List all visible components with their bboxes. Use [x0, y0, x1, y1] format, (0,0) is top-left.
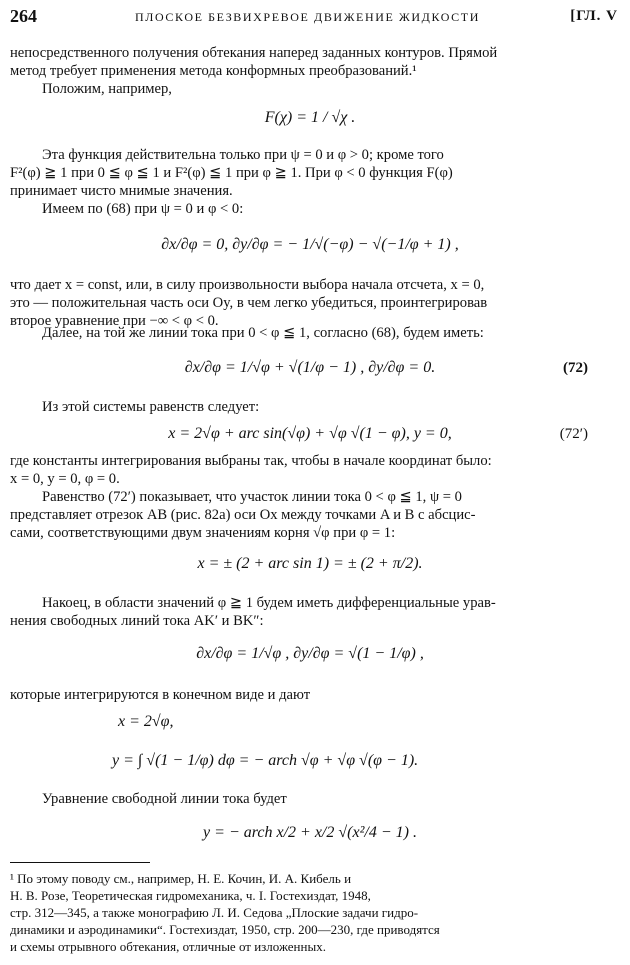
paragraph-line: это — положительная часть оси Oy, в чем легко убедиться, проинтегрировав [10, 295, 488, 311]
paragraph-line: сами, соответствующими двум значениям корня √φ при φ = 1: [10, 525, 396, 541]
footnote-line: и схемы отрывного обтекания, отличные от изложенных. [10, 939, 326, 954]
paragraph-line: Далее, на той же линии тока при 0 < φ ≦ 1, согласно (68), будем иметь: [42, 325, 484, 341]
paragraph-line: Из этой системы равенств следует: [42, 399, 260, 415]
paragraph-line: Накоец, в области значений φ ≧ 1 будем иметь дифференциальные урав- [42, 595, 496, 611]
equation-free-streamline: y = − arch x/2 + x/2 √(x²/4 − 1) . [203, 824, 417, 841]
paragraph-line: метод требует применения метода конформных преобразований.¹ [10, 63, 417, 79]
equation-plus-minus: x = ± (2 + arc sin 1) = ± (2 + π/2). [197, 555, 423, 572]
footnote-line: стр. 312—345, а также монографию Л. И. Седова „Плоские задачи гидро- [10, 905, 419, 920]
paragraph-line: которые интегрируются в конечном виде и дают [10, 687, 311, 703]
chapter-label: [ГЛ. V [570, 8, 618, 24]
paragraph-line: где константы интегрирования выбраны так, чтобы в начале координат было: [10, 453, 492, 469]
running-header [10, 6, 618, 28]
paragraph-line: второе уравнение при −∞ < φ < 0. [10, 313, 219, 329]
page-number: 264 [10, 6, 37, 26]
paragraph-line: Равенство (72′) показывает, что участок линии тока 0 < φ ≦ 1, ψ = 0 [42, 489, 462, 505]
equation-72-prime-body: x = 2√φ + arc sin(√φ) + √φ √(1 − φ), y = 0, [168, 425, 452, 442]
equation-negative-phi: ∂x/∂φ = 0, ∂y/∂φ = − 1/√(−φ) − √(−1/φ + 1) , [161, 236, 459, 253]
paragraph-line: что дает x = const, или, в силу произвольности выбора начала отсчета, x = 0, [10, 277, 485, 293]
equation-number: (72) [563, 360, 588, 376]
paragraph-line: принимает чисто мнимые значения. [10, 183, 233, 199]
paragraph-line: представляет отрезок AB (рис. 82a) оси Ox между точками A и B с абсцис- [10, 507, 476, 523]
equation-x: x = 2√φ, [118, 713, 174, 730]
equation-72 [10, 346, 610, 390]
footnote-line: Н. В. Розе, Теоретическая гидромеханика, ч. I. Гостехиздат, 1948, [10, 888, 371, 903]
running-title: ПЛОСКОЕ БЕЗВИХРЕВОЕ ДВИЖЕНИЕ ЖИДКОСТИ [135, 10, 480, 24]
equation-y-integral: y = ∫ √(1 − 1/φ) dφ = − arch √φ + √φ √(φ − 1). [112, 752, 419, 769]
paragraph-line: Положим, например, [42, 81, 172, 97]
paragraph-line: Эта функция действительна только при ψ = 0 и φ > 0; кроме того [42, 147, 444, 163]
footnote-line: ¹ По этому поводу см., например, Н. Е. Кочин, И. А. Кибель и [10, 871, 352, 886]
paragraph-line: нения свободных линий тока AK′ и BK″: [10, 613, 264, 629]
equation-F: F(χ) = 1 / √χ . [264, 109, 356, 126]
equation-72-body: ∂x/∂φ = 1/√φ + √(1/φ − 1) , ∂y/∂φ = 0. [184, 359, 436, 376]
equation-free-lines: ∂x/∂φ = 1/√φ , ∂y/∂φ = √(1 − 1/φ) , [196, 645, 424, 662]
footnote-line: динамики и аэродинамики“. Гостехиздат, 1950, стр. 200—230, где приводятся [10, 922, 440, 937]
paragraph-line: Уравнение свободной линии тока будет [42, 791, 287, 807]
equation-72-prime [10, 420, 610, 448]
paragraph-line: F²(φ) ≧ 1 при 0 ≦ φ ≦ 1 и F²(φ) ≦ 1 при φ ≧ 1. При φ < 0 функция F(φ) [10, 165, 453, 181]
paragraph-line: x = 0, y = 0, φ = 0. [10, 471, 120, 487]
paragraph-line: Имеем по (68) при ψ = 0 и φ < 0: [42, 201, 244, 217]
footnote-divider [10, 862, 150, 863]
paragraph-line: непосредственного получения обтекания наперед заданных контуров. Прямой [10, 45, 498, 61]
equation-number: (72′) [559, 426, 588, 442]
